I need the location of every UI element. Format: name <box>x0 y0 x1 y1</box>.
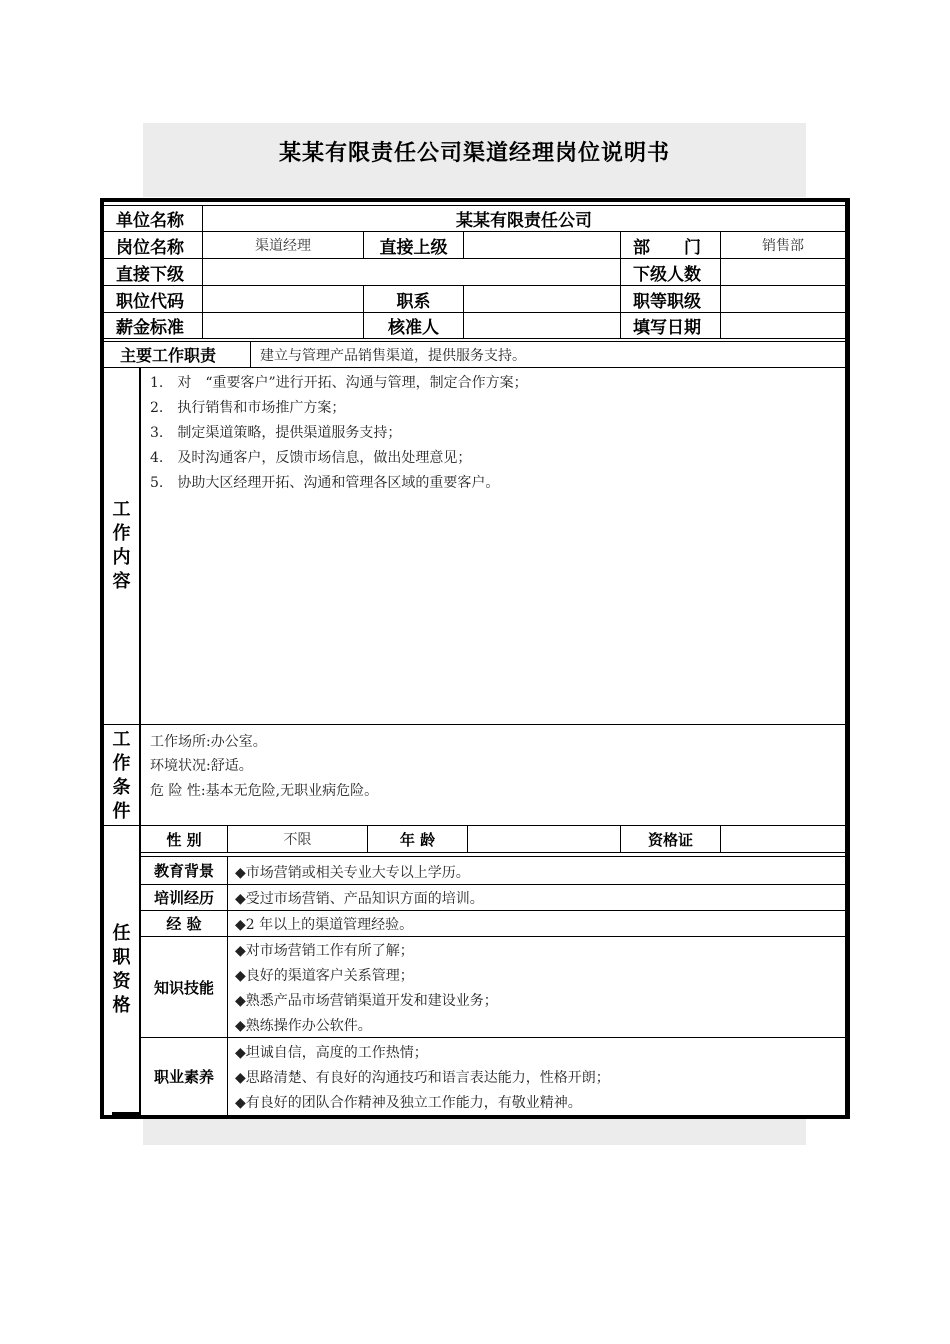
gender-value: 不限 <box>283 832 312 848</box>
skills-item: ◆良好的渠道客户关系管理； <box>235 968 414 984</box>
education-item: ◆市场营销或相关专业大专以上学历。 <box>235 865 470 881</box>
grid-line <box>467 825 468 852</box>
position-code-label: 职位代码 <box>116 291 184 312</box>
unit-name-label: 单位名称 <box>116 211 184 231</box>
footer-band <box>143 1118 806 1145</box>
age-label: 年 龄 <box>399 830 436 849</box>
grid-line <box>104 724 845 725</box>
department-value: 销售部 <box>762 238 804 254</box>
work-content-label: 工 作 内 容 <box>112 499 131 592</box>
certificate-label: 资格证 <box>647 830 693 849</box>
department-label: 部 门 <box>633 237 701 258</box>
grid-line <box>140 856 845 857</box>
skills-item: ◆熟练操作办公软件。 <box>235 1018 372 1034</box>
quality-item: ◆有良好的团队合作精神及独立工作能力，有敬业精神。 <box>235 1095 582 1111</box>
grid-line <box>104 285 845 286</box>
job-family-label: 职系 <box>396 291 431 312</box>
grid-line <box>112 1112 140 1115</box>
grid-line <box>140 1037 845 1038</box>
work-content-item: 4. 及时沟通客户，反馈市场信息，做出处理意见； <box>150 450 472 466</box>
skills-item: ◆熟悉产品市场营销渠道开发和建设业务； <box>235 993 498 1009</box>
work-condition-item: 环境状况:舒适。 <box>150 758 253 774</box>
position-name-value: 渠道经理 <box>255 238 311 254</box>
document-title: 某某有限责任公司渠道经理岗位说明书 <box>278 141 670 166</box>
grid-line <box>227 856 228 1115</box>
quality-item: ◆坦诚自信，高度的工作热情； <box>235 1045 428 1061</box>
grid-line <box>140 884 845 885</box>
grid-line <box>620 231 621 339</box>
work-condition-item: 工作场所:办公室。 <box>150 734 267 750</box>
direct-subordinate-label: 直接下级 <box>116 264 184 285</box>
grid-line <box>720 825 721 852</box>
unit-name-value: 某某有限责任公司 <box>456 211 592 231</box>
position-name-label: 岗位名称 <box>116 237 184 258</box>
quality-item: ◆思路清楚、有良好的沟通技巧和语言表达能力，性格开朗； <box>235 1070 610 1086</box>
grid-line <box>463 231 464 258</box>
main-duty-value: 建立与管理产品销售渠道，提供服务支持。 <box>260 347 526 364</box>
work-content-item: 3. 制定渠道策略，提供渠道服务支持； <box>150 425 402 441</box>
skills-item: ◆对市场营销工作有所了解； <box>235 943 414 959</box>
training-label: 培训经历 <box>153 889 214 907</box>
experience-item: ◆2 年以上的渠道管理经验。 <box>235 917 414 933</box>
work-content-item: 2. 执行销售和市场推广方案； <box>150 400 346 416</box>
grid-line <box>463 285 464 339</box>
gender-label: 性 别 <box>166 830 202 849</box>
grid-line <box>104 258 845 259</box>
experience-label: 经 验 <box>166 915 202 933</box>
quality-label: 职业素养 <box>153 1068 214 1086</box>
subordinate-count-label: 下级人数 <box>633 264 701 285</box>
salary-label: 薪金标准 <box>116 318 184 338</box>
grade-label: 职等职级 <box>633 291 701 312</box>
education-label: 教育背景 <box>153 862 214 880</box>
grid-line <box>140 936 845 937</box>
fill-date-label: 填写日期 <box>633 318 701 338</box>
skills-label: 知识技能 <box>153 978 214 997</box>
grid-line <box>104 367 845 368</box>
main-duty-label: 主要工作职责 <box>120 346 217 365</box>
training-item: ◆受过市场营销、产品知识方面的培训。 <box>235 891 484 907</box>
work-content-item: 1. 对 “重要客户”进行开拓、沟通与管理，制定合作方案； <box>150 375 528 391</box>
grid-line <box>104 312 845 313</box>
grid-line <box>250 341 251 367</box>
work-conditions-label: 工 作 条 件 <box>112 729 131 822</box>
grid-line <box>140 852 845 853</box>
qualifications-label: 任 职 资 格 <box>112 923 131 1016</box>
work-content-item: 5. 协助大区经理开拓、沟通和管理各区域的重要客户。 <box>150 475 500 491</box>
grid-line <box>104 338 845 339</box>
direct-superior-label: 直接上级 <box>379 237 448 258</box>
approver-label: 核准人 <box>388 318 439 338</box>
work-condition-item: 危 险 性:基本无危险,无职业病危险。 <box>150 783 379 799</box>
grid-line <box>140 910 845 911</box>
